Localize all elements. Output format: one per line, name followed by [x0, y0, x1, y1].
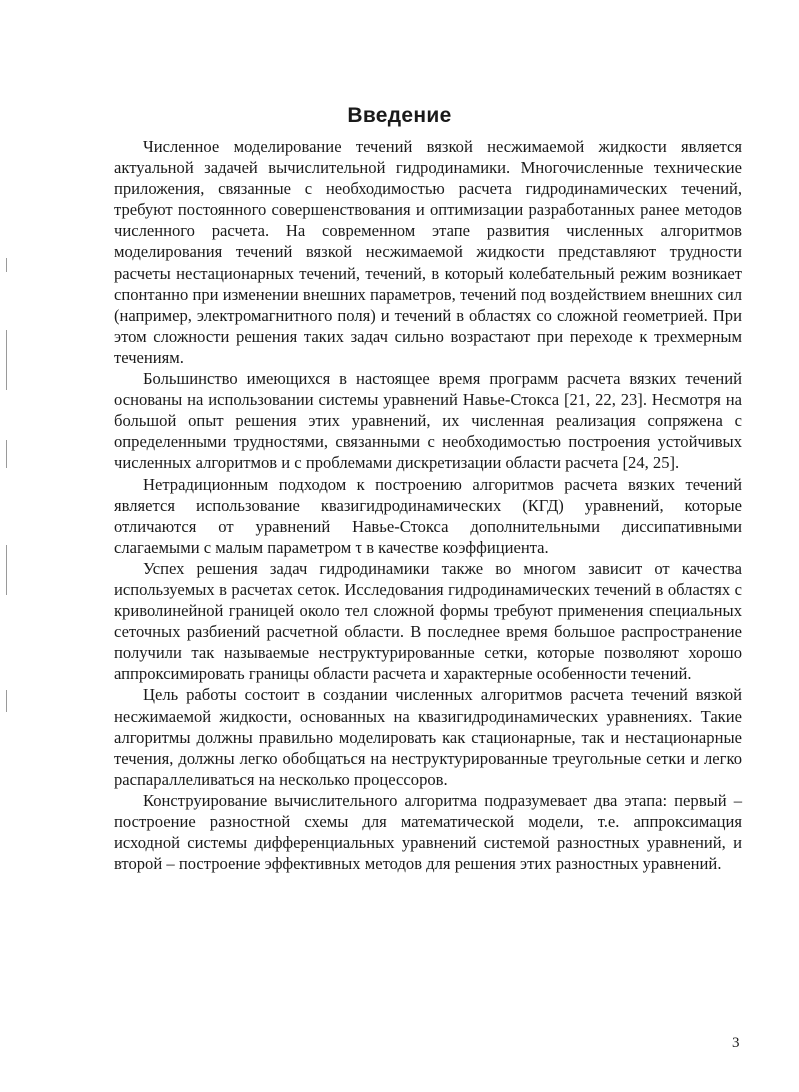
scan-artifact	[6, 545, 7, 595]
paragraph: Успех решения задач гидродинамики также во многом зависит от качества используемых в расчетах сеток. Исследования гидродинамических течений в областях с криволинейной границей около тел сложной формы требуют применения специальных сеточных разбиений расчетной области. В последнее время большое распространение получили так называемые неструктурированные сетки, которые позволяют хорошо аппроксимировать границы области расчета и характерные особенности течений.	[114, 558, 742, 684]
scan-artifact	[6, 690, 7, 712]
page-number: 3	[732, 1035, 740, 1051]
body-text	[114, 136, 742, 874]
paragraph: Большинство имеющихся в настоящее время программ расчета вязких течений основаны на использовании системы уравнений Навье-Стокса [21, 22, 23]. Несмотря на большой опыт решения этих уравнений, их численная реализация сопряжена с определенными трудностями, связанными с необходимостью построения устойчивых численных алгоритмов и с проблемами дискретизации области расчета [24, 25].	[114, 369, 742, 473]
paragraph: Цель работы состоит в создании численных алгоритмов расчета течений вязкой несжимаемой жидкости, основанных на квазигидродинамических уравнениях. Такие алгоритмы должны правильно моделировать как стационарные, так и нестационарные течения, должны легко обобщаться на неструктурированные треугольные сетки и легко распараллеливаться на несколько процессоров.	[114, 685, 742, 789]
paragraph: Нетрадиционным подходом к построению алгоритмов расчета вязких течений является использование квазигидродинамических (КГД) уравнений, которые отличаются от уравнений Навье-Стокса дополнительными диссипативными слагаемыми с малым параметром τ в качестве коэффициента.	[114, 474, 742, 557]
scan-artifact	[6, 258, 7, 272]
scan-artifact	[6, 330, 7, 390]
paragraph: Конструирование вычислительного алгоритма подразумевает два этапа: первый – построение разностной схемы для математической модели, т.е. аппроксимация исходной системы дифференциальных уравнений системой разностных уравнений, и второй – построение эффективных методов для решения этих разностных уравнений.	[114, 790, 742, 874]
page-title: Введение	[347, 104, 452, 127]
paragraph: Численное моделирование течений вязкой несжимаемой жидкости является актуальной задачей вычислительной гидродинамики. Многочисленные технические приложения, связанные с необходимостью расчета гидродинамических течений, требуют постоянного совершенствования и оптимизации разработанных ранее методов численного расчета. На современном этапе развития численных алгоритмов моделирования течений вязкой несжимаемой жидкости представляют трудности расчеты нестационарных течений, течений, в который колебательный режим возникает спонтанно при изменении внешних параметров, течений под воздействием внешних сил (например, электромагнитного поля) и течений в областях со сложной геометрией. При этом сложности решения таких задач сильно возрастают при переходе к трехмерным течениям.	[114, 137, 742, 367]
scan-artifact	[6, 440, 7, 468]
